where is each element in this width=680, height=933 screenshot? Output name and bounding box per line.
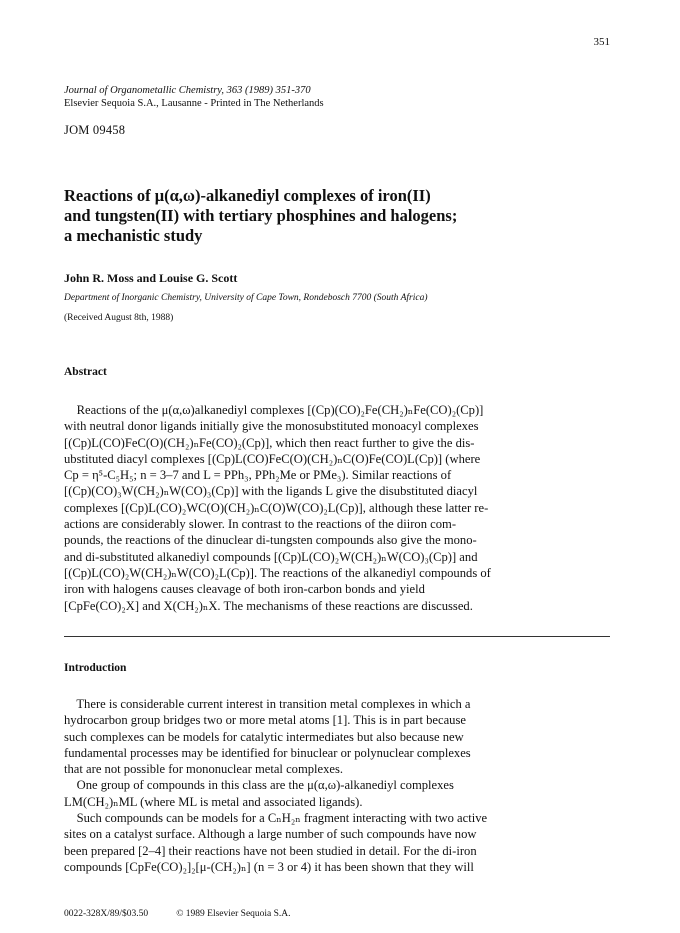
authors: John R. Moss and Louise G. Scott — [64, 271, 238, 285]
intro-line: hydrocarbon group bridges two or more metal atoms [1]. This is in part because — [64, 713, 466, 728]
intro-line: sites on a catalyst surface. Although a large number of such compounds have now — [64, 827, 477, 842]
intro-line: One group of compounds in this class are the μ(α,ω)-alkanediyl complexes — [64, 778, 454, 793]
introduction-body — [64, 696, 612, 875]
intro-line: Such compounds can be models for a CₙH₂ₙ fragment interacting with two active — [64, 811, 488, 826]
abstract-line: [(Cp)(CO)₃W(CH₂)ₙW(CO)₃(Cp)] with the ligands L give the disubstituted diacyl — [64, 484, 478, 499]
copyright: © 1989 Elsevier Sequoia S.A. — [176, 909, 291, 919]
intro-line: LM(CH₂)ₙML (where ML is metal and associated ligands). — [64, 794, 363, 809]
journal-code: 0022-328X/89/$03.50 — [64, 909, 149, 919]
article-title — [64, 186, 624, 246]
abstract-line: [(Cp)L(CO)FeC(O)(CH₂)ₙFe(CO)₂(Cp)], which then react further to give the dis- — [64, 435, 475, 450]
jom-id: JOM 09458 — [64, 123, 126, 137]
abstract-line: ubstituted diacyl complexes [(Cp)L(CO)FeC(O)(CH₂)ₙC(O)Fe(CO)L(Cp)] (where — [64, 451, 481, 466]
page-number: 351 — [593, 36, 610, 48]
title-line-3: a mechanistic study — [64, 226, 203, 245]
abstract-line: pounds, the reactions of the dinuclear di-tungsten compounds also give the mono- — [64, 533, 477, 548]
abstract-line: Cp = η⁵-C₅H₅; n = 3–7 and L = PPh₃, PPh₂Me or PMe₃). Similar reactions of — [64, 468, 452, 483]
publisher-line: Elsevier Sequoia S.A., Lausanne - Printed in The Netherlands — [64, 98, 324, 109]
abstract-line: complexes [(Cp)L(CO)₂WC(O)(CH₂)ₙC(O)W(CO)₂L(Cp)], although these latter re- — [64, 500, 489, 515]
abstract-line: [CpFe(CO)₂X] and X(CH₂)ₙX. The mechanisms of these reactions are discussed. — [64, 598, 473, 613]
title-line-1: Reactions of μ(α,ω)-alkanediyl complexes of iron(II) — [64, 186, 431, 205]
title-line-2: and tungsten(II) with tertiary phosphines and halogens; — [64, 206, 458, 225]
intro-line: that are not possible for mononuclear metal complexes. — [64, 762, 344, 777]
section-divider — [64, 636, 610, 637]
intro-line: compounds [CpFe(CO)₂]₂[μ-(CH₂)ₙ] (n = 3 or 4) it has been shown that they will — [64, 859, 474, 874]
abstract-line: Reactions of the μ(α,ω)alkanediyl complexes [(Cp)(CO)₂Fe(CH₂)ₙFe(CO)₂(Cp)] — [64, 403, 484, 417]
intro-line: There is considerable current interest in transition metal complexes in which a — [64, 697, 471, 711]
intro-line: been prepared [2–4] their reactions have not been studied in detail. For the di-iron — [64, 843, 477, 858]
abstract-line: actions are considerably slower. In contrast to the reactions of the diiron com- — [64, 517, 457, 532]
abstract-line: and di-substituted alkanediyl compounds [(Cp)L(CO)₂W(CH₂)ₙW(CO)₃(Cp)] and — [64, 549, 478, 564]
abstract-line: [(Cp)L(CO)₂W(CH₂)ₙW(CO)₂L(Cp)]. The reactions of the alkanediyl compounds of — [64, 565, 491, 580]
journal-citation: Journal of Organometallic Chemistry, 363 (1989) 351-370 — [64, 85, 311, 96]
intro-line: fundamental processes may be identified for binuclear or polynuclear complexes — [64, 745, 471, 760]
affiliation: Department of Inorganic Chemistry, University of Cape Town, Rondebosch 7700 (South Africa) — [64, 293, 428, 303]
introduction-heading: Introduction — [64, 662, 127, 674]
intro-line: such complexes can be models for catalytic intermediates but also because new — [64, 729, 464, 744]
abstract-heading: Abstract — [64, 366, 107, 378]
abstract-line: with neutral donor ligands initially give the monosubstituted monoacyl complexes — [64, 419, 479, 434]
abstract-body — [64, 402, 610, 614]
page-footer — [64, 909, 291, 919]
abstract-line: iron with halogens causes cleavage of both iron-carbon bonds and yield — [64, 582, 425, 597]
journal-header — [64, 84, 324, 110]
received-date: (Received August 8th, 1988) — [64, 313, 174, 323]
